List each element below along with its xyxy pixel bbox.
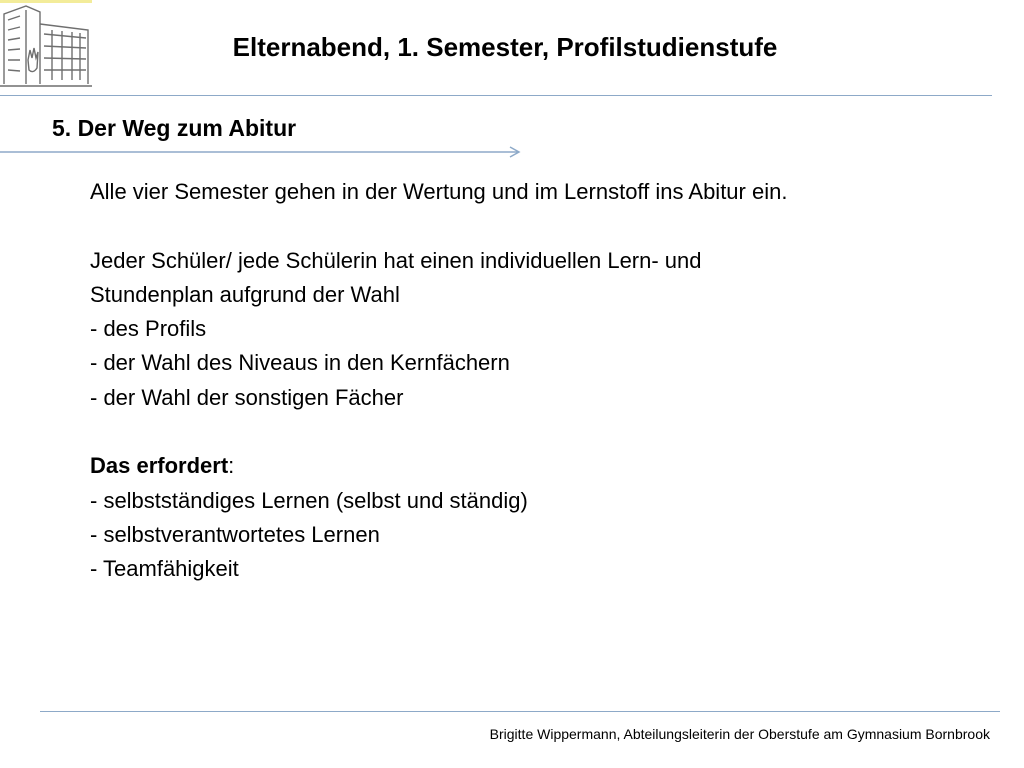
school-logo: [0, 0, 92, 92]
heading-arrow-icon: [0, 145, 524, 159]
list-item: - selbstständiges Lernen (selbst und ständig): [90, 487, 528, 513]
footer-divider: [40, 711, 1000, 712]
requirements-heading: [90, 449, 990, 483]
section-heading: 5. Der Weg zum Abitur: [52, 115, 297, 141]
requirements-label: Das erfordert: [90, 453, 229, 479]
list-item: - Teamfähigkeit: [90, 556, 239, 582]
requirements-colon: :: [228, 453, 235, 479]
list-item: - des Profils: [90, 316, 207, 342]
list-item: - der Wahl des Niveaus in den Kernfächern: [90, 350, 510, 376]
footer-text: Brigitte Wippermann, Abteilungsleiterin der Oberstufe am Gymnasium Bornbrook: [489, 726, 990, 742]
list-item: - selbstverantwortetes Lernen: [90, 521, 380, 547]
school-building-logo-icon: [0, 0, 92, 92]
paragraph-line: Stundenplan aufgrund der Wahl: [90, 281, 400, 307]
slide-body: [90, 175, 990, 587]
blank-line: [90, 415, 990, 449]
list-item: - der Wahl der sonstigen Fächer: [90, 384, 404, 410]
paragraph-line: Jeder Schüler/ jede Schülerin hat einen individuellen Lern- und: [90, 247, 702, 273]
header-divider: [0, 95, 992, 96]
blank-line: [90, 209, 990, 243]
slide-title: Elternabend, 1. Semester, Profilstudienstufe: [232, 32, 778, 62]
intro-text: Alle vier Semester gehen in der Wertung und im Lernstoff ins Abitur ein.: [90, 179, 788, 204]
